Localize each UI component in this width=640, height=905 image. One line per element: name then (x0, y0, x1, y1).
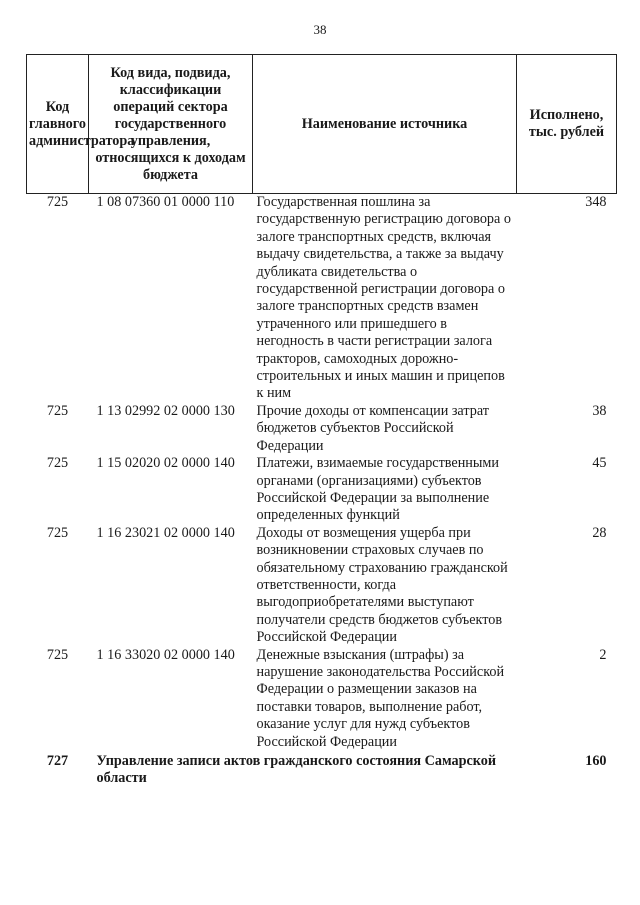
source-name-cell: Государственная пошлина за государственную регистрацию договора о залоге транспортных средств, включая выдачу свидетельства, а также за выдачу дубликата свидетельства о государственной регистрации договора о залоге транспортных средств взамен утраченного или пришедшего в негодность в части регистрации залога тракторов, самоходных дорожно-строительных и иных машин и прицепов к ним (256, 194, 511, 402)
source-name-cell: Прочие доходы от компенсации затрат бюджетов субъектов Российской Федерации (256, 402, 489, 454)
source-name-cell: Доходы от возмещения ущерба при возникновении страховых случаев по обязательному страхованию гражданской ответственности, когда выгодоприобретателями выступают получатели средств бюджетов субъектов Российской Федерации (256, 524, 508, 646)
table-header (27, 55, 617, 194)
amount-cell: 348 (585, 194, 607, 210)
table-row (27, 194, 617, 403)
table-body (27, 194, 617, 788)
admin-code-cell: 725 (46, 524, 69, 541)
admin-code-cell: 725 (46, 646, 69, 663)
page-number: 38 (313, 22, 327, 37)
table-row (27, 647, 617, 751)
kbk-cell: 1 08 07360 01 0000 110 (96, 194, 235, 210)
section-title: Управление записи актов гражданского состояния Самарской области (96, 753, 497, 787)
table-row (27, 403, 617, 455)
revenue-table (26, 54, 617, 788)
kbk-cell: 1 13 02992 02 0000 130 (96, 402, 235, 419)
section-amount: 160 (585, 753, 607, 769)
source-name-cell: Платежи, взимаемые государственными органами (организациями) субъектов Российской Федерации за выполнение определенных функций (256, 455, 499, 524)
table-row (27, 455, 617, 525)
amount-cell: 38 (592, 402, 607, 419)
admin-code-cell: 725 (46, 402, 69, 419)
table-row (27, 525, 617, 647)
header-admin-code: Код главного администратора (27, 55, 89, 194)
header-source-name: Наименование источника (253, 55, 517, 194)
kbk-cell: 1 16 23021 02 0000 140 (96, 524, 235, 541)
source-name-cell: Денежные взыскания (штрафы) за нарушение законодательства Российской Федерации о размещении заказов на поставки товаров, выполнение работ, оказание услуг для нужд субъектов Российской Федерации (256, 646, 505, 750)
admin-code-cell: 725 (46, 455, 69, 472)
amount-cell: 28 (592, 524, 607, 541)
amount-cell: 45 (592, 455, 607, 472)
kbk-cell: 1 15 02020 02 0000 140 (96, 455, 235, 472)
amount-cell: 2 (599, 646, 607, 663)
header-amount: Исполнено, тыс. рублей (517, 55, 617, 194)
header-kbk: Код вида, подвида, классификации операций сектора государственного управления, относящихся к доходам бюджета (89, 55, 253, 194)
admin-code-cell: 725 (46, 194, 69, 210)
kbk-cell: 1 16 33020 02 0000 140 (96, 646, 235, 663)
section-row (27, 751, 617, 788)
section-admin-code: 727 (46, 753, 69, 769)
